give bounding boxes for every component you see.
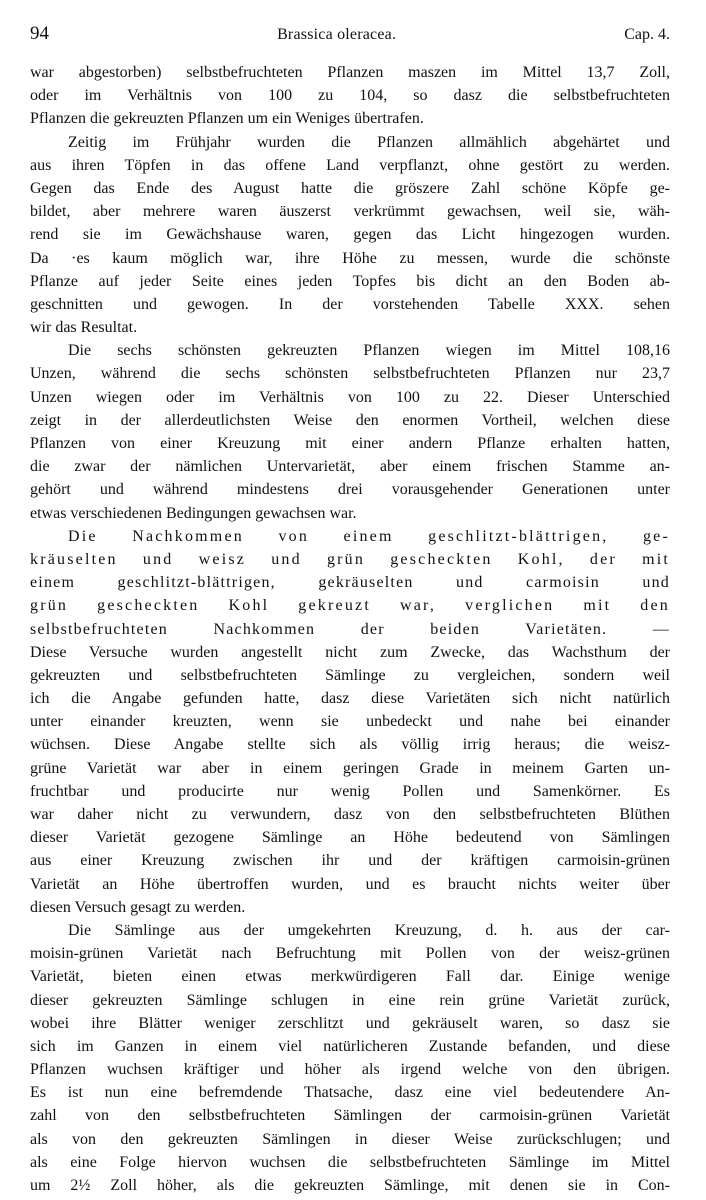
text-line: grüne Varietät war aber in einem geringen Grade in meinem Garten un- <box>30 759 670 777</box>
text-line: oder im Verhältnis von 100 zu 104, so dasz die selbstbefruchteten <box>30 87 670 105</box>
page-number: 94 <box>30 23 49 44</box>
text-line: gekreuzten und selbstbefruchteten Sämlinge zu vergleichen, sondern weil <box>30 666 670 684</box>
text-line: Unzen wiegen oder im Verhältnis von 100 zu 22. Dieser Unterschied <box>30 388 670 406</box>
text-line: zahl von den selbstbefruchteten Sämlingen der carmoisin-grünen Varietät <box>30 1107 670 1125</box>
text-line: diesen Versuch gesagt zu werden. <box>30 898 246 916</box>
text-line: gehört und während mindestens drei vorausgehender Generationen unter <box>30 481 670 499</box>
text-line: etwas verschiedenen Bedingungen gewachsen war. <box>30 504 357 522</box>
text-line: moisin-grünen Varietät nach Befruchtung mit Pollen von der weisz-grünen <box>30 945 670 963</box>
running-title: Brassica oleracea. <box>277 26 397 43</box>
text-line: Diese Versuche wurden angestellt nicht zum Zwecke, das Wachsthum der <box>30 643 670 661</box>
text-line: Gegen das Ende des August hatte die gröszere Zahl schöne Köpfe ge- <box>30 179 670 197</box>
text-line: Pflanzen wuchsen kräftiger und höher als irgend welche von den übrigen. <box>30 1061 670 1079</box>
text-line: sich im Ganzen in einem viel natürlicheren Zustande befanden, und diese <box>30 1037 670 1055</box>
text-line: wir das Resultat. <box>30 319 138 337</box>
text-line: dieser gekreuzten Sämlinge schlugen in eine rein grüne Varietät zurück, <box>30 991 670 1009</box>
running-header <box>30 14 670 54</box>
text-line: rend sie im Gewächshause waren, gegen das Licht hingezogen wurden. <box>30 226 670 244</box>
chapter-label: Cap. 4. <box>624 26 670 43</box>
text-line: Zeitig im Frühjahr wurden die Pflanzen allmählich abgehärtet und <box>68 133 670 151</box>
text-line: war daher nicht zu verwundern, dasz von den selbstbefruchteten Blüthen <box>30 806 670 823</box>
text-line: als eine Folge hiervon wuchsen die selbstbefruchteten Sämlinge im Mittel <box>30 1153 670 1171</box>
text-line: dieser Varietät gezogene Sämlinge an Höhe bedeutend von Sämlingen <box>30 829 670 847</box>
text-line: grün gescheckten Kohl gekreuzt war, verglichen mit den <box>30 597 670 615</box>
text-line: Unzen, während die sechs schönsten selbstbefruchteten Pflanzen nur 23,7 <box>30 365 670 383</box>
body-text <box>30 61 670 1197</box>
text-line: bildet, aber mehrere waren äuszerst verkrümmt gewachsen, weil sie, wäh- <box>30 203 670 221</box>
text-line: Die Sämlinge aus der umgekehrten Kreuzung, d. h. aus der car- <box>68 921 670 939</box>
text-line: war abgestorben) selbstbefruchteten Pflanzen maszen im Mittel 13,7 Zoll, <box>30 64 670 81</box>
text-line: kräuselten und weisz und grün gescheckten Kohl, der mit <box>30 550 670 568</box>
text-line: unter einander kreuzten, wenn sie unbedeckt und nahe bei einander <box>30 713 670 731</box>
text-line: wüchsen. Diese Angabe stellte sich als völlig irrig heraus; die weisz- <box>30 736 670 754</box>
text-line: wobei ihre Blätter weniger zerschlitzt und gekräuselt waren, so dasz sie <box>30 1014 670 1032</box>
text-line: als von den gekreuzten Sämlingen in dieser Weise zurückschlugen; und <box>30 1130 670 1148</box>
text-line: Pflanze auf jeder Seite eines jeden Topfes bis dicht an den Boden ab- <box>30 272 670 290</box>
text-line: Pflanzen die gekreuzten Pflanzen um ein Weniges übertrafen. <box>30 110 424 128</box>
text-line: geschnitten und gewogen. In der vorstehenden Tabelle XXX. sehen <box>30 295 670 313</box>
text-line: fruchtbar und producirte nur wenig Pollen und Samenkörner. Es <box>30 782 670 800</box>
text-line: die zwar der nämlichen Untervarietät, aber einem frischen Stamme an- <box>30 458 670 476</box>
text-line: Varietät, bieten einen etwas merkwürdigeren Fall dar. Einige wenige <box>30 968 670 986</box>
text-line: Da ·es kaum möglich war, ihre Höhe zu messen, wurde die schönste <box>30 249 670 267</box>
text-line: Varietät an Höhe übertroffen wurden, und es braucht nichts weiter über <box>30 875 670 893</box>
text-line: zeigt in der allerdeutlichsten Weise den enormen Vortheil, welchen diese <box>30 411 670 429</box>
text-line: selbstbefruchteten Nachkommen der beiden Varietäten. — <box>30 620 670 638</box>
text-line: um 2½ Zoll höher, als die gekreuzten Sämlinge, mit denen sie in Con- <box>30 1177 670 1194</box>
text-line: Es ist nun eine befremdende Thatsache, dasz eine viel bedeutendere An- <box>30 1084 670 1102</box>
text-line: ich die Angabe gefunden hatte, dasz diese Varietäten sich nicht natürlich <box>30 690 670 708</box>
text-line: Pflanzen von einer Kreuzung mit einer andern Pflanze erhalten hatten, <box>30 435 670 452</box>
text-line: aus ihren Töpfen in das offene Land verpflanzt, ohne gestört zu werden. <box>30 156 670 174</box>
text-line: einem geschlitzt-blättrigen, gekräuselten und carmoisin und <box>30 574 670 592</box>
text-line: Die Nachkommen von einem geschlitzt-blättrigen, ge- <box>68 527 670 545</box>
text-line: Die sechs schönsten gekreuzten Pflanzen wiegen im Mittel 108,16 <box>68 342 670 360</box>
book-page <box>30 14 670 1197</box>
text-line: aus einer Kreuzung zwischen ihr und der kräftigen carmoisin-grünen <box>30 852 670 870</box>
